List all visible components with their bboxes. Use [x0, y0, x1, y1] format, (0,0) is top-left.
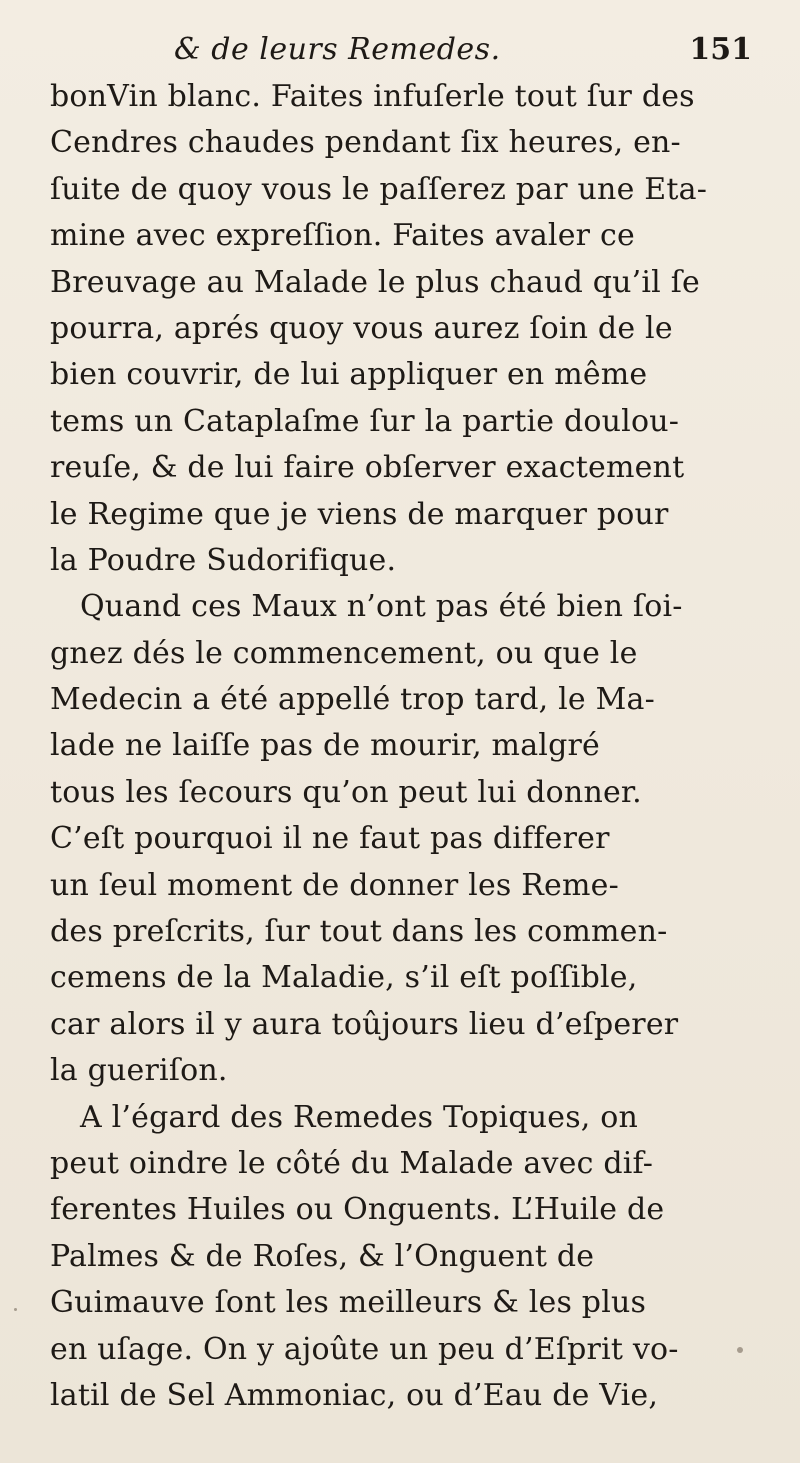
text-line: Medecin a été appellé trop tard, le Ma- [50, 682, 655, 718]
text-line: peut oindre le côté du Malade avec dif- [50, 1145, 654, 1181]
text-line: lade ne laiſſe pas de mourir, malgré [50, 728, 600, 764]
page-number: 151 [689, 32, 752, 67]
text-line: le Regime que je viens de marquer pour [50, 496, 669, 532]
text-line: pourra, aprés quoy vous aurez ſoin de le [50, 310, 673, 346]
running-head [50, 28, 760, 72]
body-text [50, 74, 760, 1419]
text-line: C’eſt pourquoi il ne faut pas differer [50, 821, 610, 857]
paragraph-start-line: A l’égard des Remedes Topiques, on [80, 1099, 639, 1135]
text-line: Breuvage au Malade le plus chaud qu’il ſe [50, 264, 700, 300]
text-line: ferentes Huiles ou Onguents. L’Huile de [50, 1192, 665, 1228]
text-line: cemens de la Maladie, s’il eſt poſſible, [50, 960, 638, 996]
paper-spot [737, 1347, 743, 1353]
text-line: la Poudre Sudorifique. [50, 542, 397, 578]
text-line: un ſeul moment de donner les Reme- [50, 867, 619, 903]
text-line: latil de Sel Ammoniac, ou d’Eau de Vie, [50, 1377, 659, 1413]
text-line: car alors il y aura toûjours lieu d’eſperer [50, 1006, 679, 1042]
text-line: Cendres chaudes pendant ſix heures, en- [50, 125, 681, 161]
text-line: la gueriſon. [50, 1053, 228, 1089]
text-line: mine avec expreſſion. Faites avaler ce [50, 218, 635, 254]
paper-spot [14, 1308, 17, 1311]
text-line: bonVin blanc. Faites infuſerle tout ſur des [50, 79, 695, 114]
running-title: & de leurs Remedes. [174, 32, 501, 67]
text-line: bien couvrir, de lui appliquer en même [50, 357, 648, 393]
text-line: des preſcrits, ſur tout dans les commen- [50, 914, 668, 950]
text-line: en uſage. On y ajoûte un peu d’Eſprit vo- [50, 1331, 679, 1367]
text-line: Palmes & de Roſes, & l’Onguent de [50, 1238, 595, 1274]
text-line: reuſe, & de lui faire obſerver exactement [50, 450, 685, 486]
text-line: ſuite de quoy vous le paſſerez par une Eta- [50, 171, 708, 207]
text-line: gnez dés le commencement, ou que le [50, 635, 638, 671]
text-line: Guimauve ſont les meilleurs & les plus [50, 1285, 647, 1321]
text-line: tous les ſecours qu’on peut lui donner. [50, 774, 642, 810]
text-line: tems un Cataplaſme ſur la partie doulou- [50, 403, 680, 439]
paragraph-start-line: Quand ces Maux n’ont pas été bien ſoi- [80, 589, 683, 625]
